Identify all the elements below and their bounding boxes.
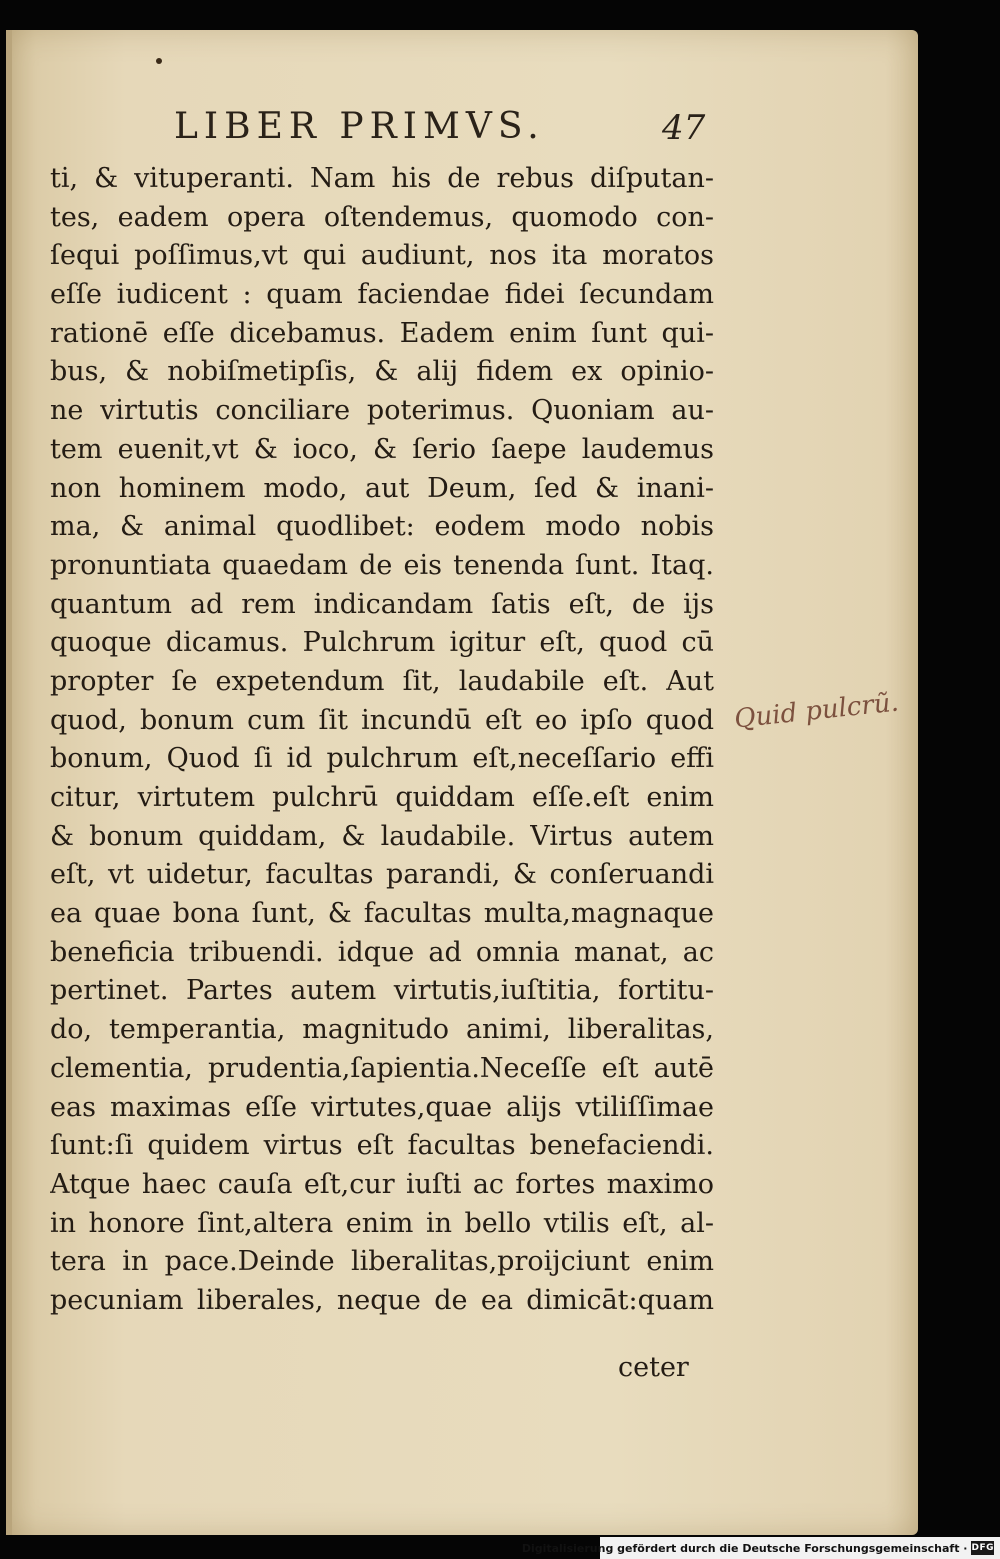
text-line: ſequi poſſimus,vt qui audiunt, nos ita moratos (50, 240, 714, 272)
handwritten-marginal-note: Quid pulcrũ. (732, 687, 901, 735)
text-line: propter ſe expetendum ſit, laudabile eſt. Aut (50, 665, 714, 697)
text-line: eas maximas eſſe virtutes,quae alijs vtiliſſimae (50, 1091, 714, 1123)
funding-credit: Digitalisierung gefördert durch die Deutsche Forschungsgemeinschaft · (521, 1541, 968, 1555)
text-line: & bonum quiddam, & laudabile. Virtus autem (50, 820, 714, 852)
text-line: tem euenit,vt & ioco, & ſerio ſaepe laudemus (50, 433, 714, 465)
running-head: LIBER PRIMVS. (174, 106, 545, 147)
text-line: tera in pace.Deinde liberalitas,proijciunt enim (50, 1246, 714, 1278)
text-line: do, temperantia, magnitudo animi, liberalitas, (50, 1014, 714, 1046)
dfg-logo-text: DFG (971, 1543, 994, 1553)
text-line: ne virtutis conciliare poterimus. Quoniam au- (50, 395, 714, 427)
text-line: ti, & vituperanti. Nam his de rebus diſputan- (50, 163, 714, 194)
text-line: bonum, Quod ſi id pulchrum eſt,neceſſario effi (50, 743, 714, 775)
catchword: ceter (618, 1352, 689, 1383)
book-page (6, 30, 918, 1535)
text-line: Atque haec cauſa eſt,cur iuſti ac fortes maximo (50, 1168, 714, 1200)
text-line: clementia, prudentia,ſapientia.Neceſſe eſt autē (50, 1052, 714, 1084)
dfg-logo-icon (971, 1541, 994, 1555)
text-line: ſunt:ſi quidem virtus eſt facultas benefaciendi. (50, 1130, 714, 1162)
text-line: eſſe iudicent : quam faciendae fidei ſecundam (50, 279, 714, 311)
text-line: rationē eſſe dicebamus. Eadem enim ſunt qui- (50, 317, 714, 349)
text-line: pecuniam liberales, neque de ea dimicāt:quam (50, 1284, 714, 1316)
text-line: pertinet. Partes autem virtutis,iuſtitia, fortitu- (50, 975, 714, 1007)
ink-mark (156, 58, 162, 64)
text-line: beneficia tribuendi. idque ad omnia manat, ac (50, 936, 714, 968)
text-line: quoque dicamus. Pulchrum igitur eſt, quod cū (50, 627, 714, 659)
page-edge (6, 30, 12, 1535)
text-line: bus, & nobiſmetipſis, & alij fidem ex opinio- (50, 356, 714, 388)
digitization-credit-bar (521, 1537, 1000, 1559)
text-line: eſt, vt uidetur, facultas parandi, & conſeruandi (50, 859, 714, 891)
text-line: tes, eadem opera oſtendemus, quomodo con- (50, 201, 714, 233)
text-line: pronuntiata quaedam de eis tenenda ſunt. Itaq. (50, 549, 714, 581)
text-line: citur, virtutem pulchrū quiddam eſſe.eſt enim (50, 782, 714, 813)
text-line: ma, & animal quodlibet: eodem modo nobis (50, 511, 714, 543)
text-line: non hominem modo, aut Deum, ſed & inani- (50, 472, 714, 504)
text-line: quod, bonum cum ſit incundū eſt eo ipſo quod (50, 704, 714, 736)
text-line: quantum ad rem indicandam ſatis eſt, de ijs (50, 588, 714, 620)
text-line: ea quae bona ſunt, & facultas multa,magnaque (50, 898, 714, 930)
body-text (50, 160, 714, 1321)
page-number: 47 (662, 108, 706, 148)
text-line: in honore ſint,altera enim in bello vtilis eſt, al- (50, 1207, 714, 1239)
